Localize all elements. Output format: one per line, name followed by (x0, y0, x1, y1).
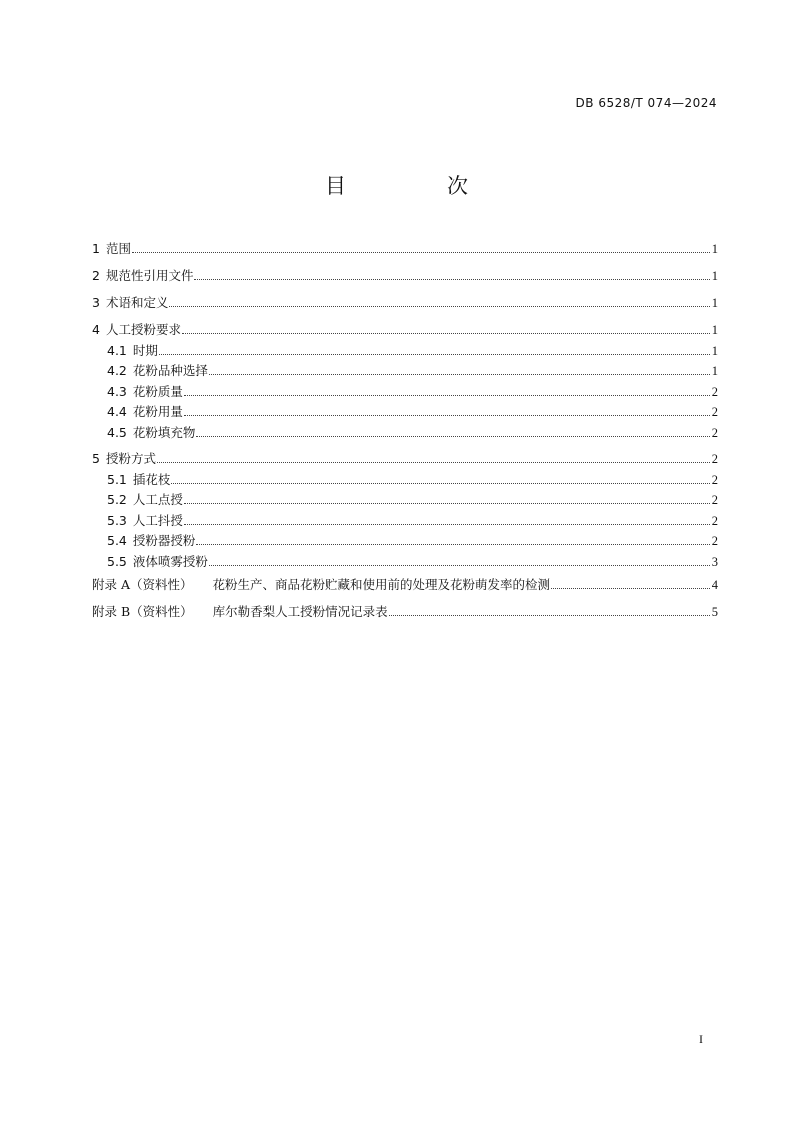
toc-entry-page: 5 (711, 605, 718, 619)
toc-entry-label: 术语和定义 (105, 295, 169, 310)
toc-entry-page: 3 (711, 555, 718, 569)
toc-entry-page: 2 (711, 514, 718, 528)
dot-leader (159, 353, 710, 355)
toc-entry-number: 2 (92, 268, 100, 283)
toc-entry-page: 1 (711, 364, 718, 378)
dot-leader (209, 373, 710, 375)
toc-entry-number: 附录 A（资料性） (92, 577, 193, 592)
toc-entry[interactable] (92, 295, 718, 311)
toc-entry-page: 2 (711, 405, 718, 419)
toc-subentry[interactable] (107, 384, 718, 400)
toc-subentry[interactable] (107, 404, 718, 420)
dot-leader (157, 461, 710, 463)
toc-entry-page: 2 (711, 385, 718, 399)
toc-entry[interactable] (92, 451, 718, 467)
toc-entry-label: 液体喷雾授粉 (132, 554, 208, 569)
toc-entry-number: 4.3 (107, 384, 127, 399)
dot-leader (169, 305, 709, 307)
toc-entry-number: 附录 B（资料性） (92, 604, 193, 619)
toc-entry-number: 3 (92, 295, 100, 310)
toc-entry-number: 5.3 (107, 513, 127, 528)
toc-entry-label: 插花枝 (132, 472, 171, 487)
toc-entry-label: 花粉用量 (132, 404, 183, 419)
toc-entry-label: 人工授粉要求 (105, 322, 181, 337)
dot-leader (551, 587, 710, 589)
toc-entry-page: 2 (711, 534, 718, 548)
toc-entry-number: 4.4 (107, 404, 127, 419)
toc-subentry[interactable] (107, 554, 718, 570)
toc-entry[interactable] (92, 268, 718, 284)
toc-entry-number: 5.4 (107, 533, 127, 548)
toc-subentry[interactable] (107, 513, 718, 529)
dot-leader (184, 414, 710, 416)
dot-leader (389, 614, 710, 616)
toc-entry-number: 5.2 (107, 492, 127, 507)
dot-leader (209, 564, 710, 566)
toc-entry-number: 1 (92, 241, 100, 256)
toc-entry[interactable] (92, 241, 718, 257)
toc-title: 目 次 (325, 174, 508, 198)
toc-entry-page: 2 (711, 426, 718, 440)
toc-entry[interactable] (92, 322, 718, 338)
toc-entry-number: 4.1 (107, 343, 127, 358)
toc-entry-number: 4.2 (107, 363, 127, 378)
toc-entry-label: 授粉器授粉 (132, 533, 196, 548)
dot-leader (182, 332, 710, 334)
toc-subentry[interactable] (107, 425, 718, 441)
dot-leader (184, 394, 710, 396)
toc-entry-label: 花粉生产、商品花粉贮藏和使用前的处理及花粉萌发率的检测 (212, 577, 551, 592)
toc-entry-number: 4.5 (107, 425, 127, 440)
toc-entry-number: 5.1 (107, 472, 127, 487)
toc-entry-number: 4 (92, 322, 100, 337)
dot-leader (196, 435, 709, 437)
toc-entry-number: 5 (92, 451, 100, 466)
toc-entry-page: 4 (711, 578, 718, 592)
toc-entry-number: 5.5 (107, 554, 127, 569)
dot-leader (171, 482, 709, 484)
toc-entry-page: 1 (711, 269, 718, 283)
toc-entry-page: 2 (711, 473, 718, 487)
toc-entry-page: 1 (711, 242, 718, 256)
dot-leader (184, 502, 710, 504)
toc-appendix-a[interactable] (92, 577, 718, 593)
dot-leader (194, 278, 709, 280)
dot-leader (184, 523, 710, 525)
toc-entry-label: 花粉质量 (132, 384, 183, 399)
toc-subentry[interactable] (107, 343, 718, 359)
toc-entry-page: 2 (711, 493, 718, 507)
toc-entry-page: 2 (711, 452, 718, 466)
toc-entry-label: 库尔勒香梨人工授粉情况记录表 (212, 604, 388, 619)
document-code: DB 6528/T 074—2024 (575, 96, 717, 110)
toc-entry-label: 时期 (132, 343, 158, 358)
page-number: I (699, 1032, 703, 1046)
dot-leader (196, 543, 709, 545)
toc-appendix-b[interactable] (92, 604, 718, 620)
toc-entry-label: 人工抖授 (132, 513, 183, 528)
toc-subentry[interactable] (107, 363, 718, 379)
toc-entry-label: 花粉填充物 (132, 425, 196, 440)
toc-entry-label: 授粉方式 (105, 451, 156, 466)
toc-entry-label: 人工点授 (132, 492, 183, 507)
toc-entry-page: 1 (711, 323, 718, 337)
toc-subentry[interactable] (107, 533, 718, 549)
toc-subentry[interactable] (107, 472, 718, 488)
dot-leader (132, 251, 710, 253)
toc-entry-label: 花粉品种选择 (132, 363, 208, 378)
toc-entry-page: 1 (711, 296, 718, 310)
toc-entry-page: 1 (711, 344, 718, 358)
toc-entry-label: 规范性引用文件 (105, 268, 194, 283)
toc-entry-label: 范围 (105, 241, 131, 256)
toc-subentry[interactable] (107, 492, 718, 508)
